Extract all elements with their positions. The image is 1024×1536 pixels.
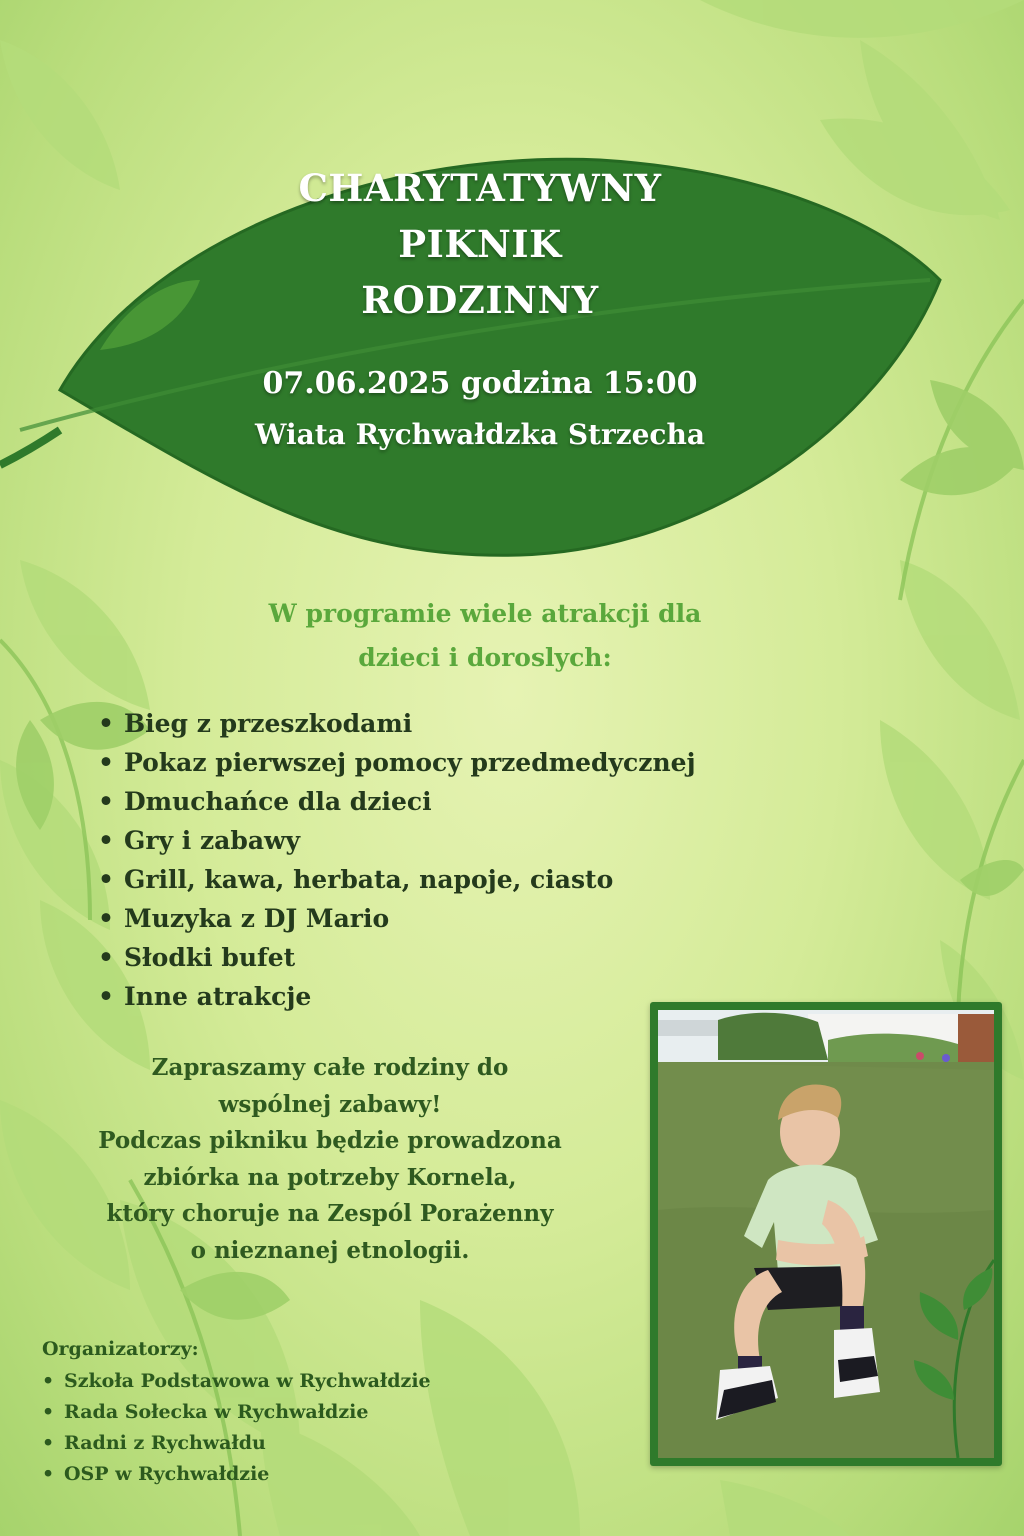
- title-line-2: PIKNIK: [398, 222, 562, 266]
- program-intro-line-2: dzieci i doroslych:: [358, 643, 612, 672]
- attraction-item: [98, 821, 798, 860]
- event-datetime: 07.06.2025 godzina 15:00: [262, 366, 698, 401]
- child-photo: [658, 1010, 994, 1458]
- organizer-label: OSP w Rychwałdzie: [64, 1463, 270, 1485]
- bullet: •: [98, 982, 114, 1011]
- leaf-icon: [900, 560, 1020, 720]
- invitation-line: zbiórka na potrzeby Kornela,: [143, 1163, 517, 1191]
- invitation-line: Zapraszamy całe rodziny do: [151, 1054, 509, 1081]
- organizer-item: [42, 1366, 562, 1397]
- leaf-icon: [720, 1480, 850, 1536]
- leaf-icon: [20, 560, 150, 710]
- attraction-item: [98, 782, 798, 821]
- attraction-item: [98, 899, 798, 938]
- attraction-label: Pokaz pierwszej pomocy przedmedycznej: [124, 748, 696, 777]
- bullet: •: [98, 709, 114, 738]
- event-title: [190, 160, 770, 328]
- bullet: •: [98, 943, 114, 972]
- organizer-label: Szkoła Podstawowa w Rychwałdzie: [64, 1370, 431, 1392]
- attraction-item: [98, 743, 798, 782]
- attraction-item: [98, 860, 798, 899]
- attraction-label: Gry i zabawy: [124, 826, 301, 855]
- invitation-line: Podczas pikniku będzie prowadzona: [98, 1127, 562, 1154]
- program-intro: [180, 592, 790, 680]
- program-intro-line-1: W programie wiele atrakcji dla: [268, 599, 702, 628]
- bullet: •: [42, 1463, 55, 1485]
- attraction-label: Dmuchańce dla dzieci: [124, 787, 432, 816]
- organizers-section: [42, 1334, 562, 1490]
- organizer-label: Rada Sołecka w Rychwałdzie: [64, 1401, 369, 1423]
- organizers-title: Organizatorzy:: [42, 1338, 199, 1360]
- bullet: •: [98, 865, 114, 894]
- attraction-label: Słodki bufet: [124, 943, 296, 972]
- organizer-item: [42, 1459, 562, 1490]
- attraction-label: Grill, kawa, herbata, napoje, ciasto: [124, 865, 614, 894]
- title-line-3: RODZINNY: [361, 278, 599, 322]
- leaf-icon: [700, 0, 1024, 38]
- leaf-icon: [0, 760, 110, 930]
- bullet: •: [98, 826, 114, 855]
- organizers-list: [42, 1366, 562, 1490]
- bullet: •: [98, 748, 114, 777]
- invitation-line: o nieznanej etnologii.: [190, 1236, 470, 1264]
- title-line-1: CHARYTATYWNY: [298, 166, 662, 210]
- bullet: •: [98, 787, 114, 816]
- invitation-line: wspólnej zabawy!: [218, 1090, 442, 1118]
- attraction-label: Muzyka z DJ Mario: [124, 904, 390, 933]
- bullet: •: [42, 1401, 55, 1423]
- attraction-item: [98, 704, 798, 743]
- bullet: •: [42, 1370, 55, 1392]
- attractions-list: [98, 704, 798, 1016]
- attraction-item: [98, 938, 798, 977]
- event-place: Wiata Rychwałdzka Strzecha: [255, 418, 705, 451]
- organizer-item: [42, 1428, 562, 1459]
- photo-frame: [650, 1002, 1002, 1466]
- attraction-label: Inne atrakcje: [124, 982, 312, 1011]
- organizer-label: Radni z Rychwałdu: [64, 1432, 266, 1454]
- bullet: •: [42, 1432, 55, 1454]
- attraction-label: Bieg z przeszkodami: [124, 709, 413, 738]
- invitation-text: [30, 1050, 630, 1269]
- invitation-line: który choruje na Zespól Porażenny: [106, 1200, 554, 1227]
- organizer-item: [42, 1397, 562, 1428]
- bullet: •: [98, 904, 114, 933]
